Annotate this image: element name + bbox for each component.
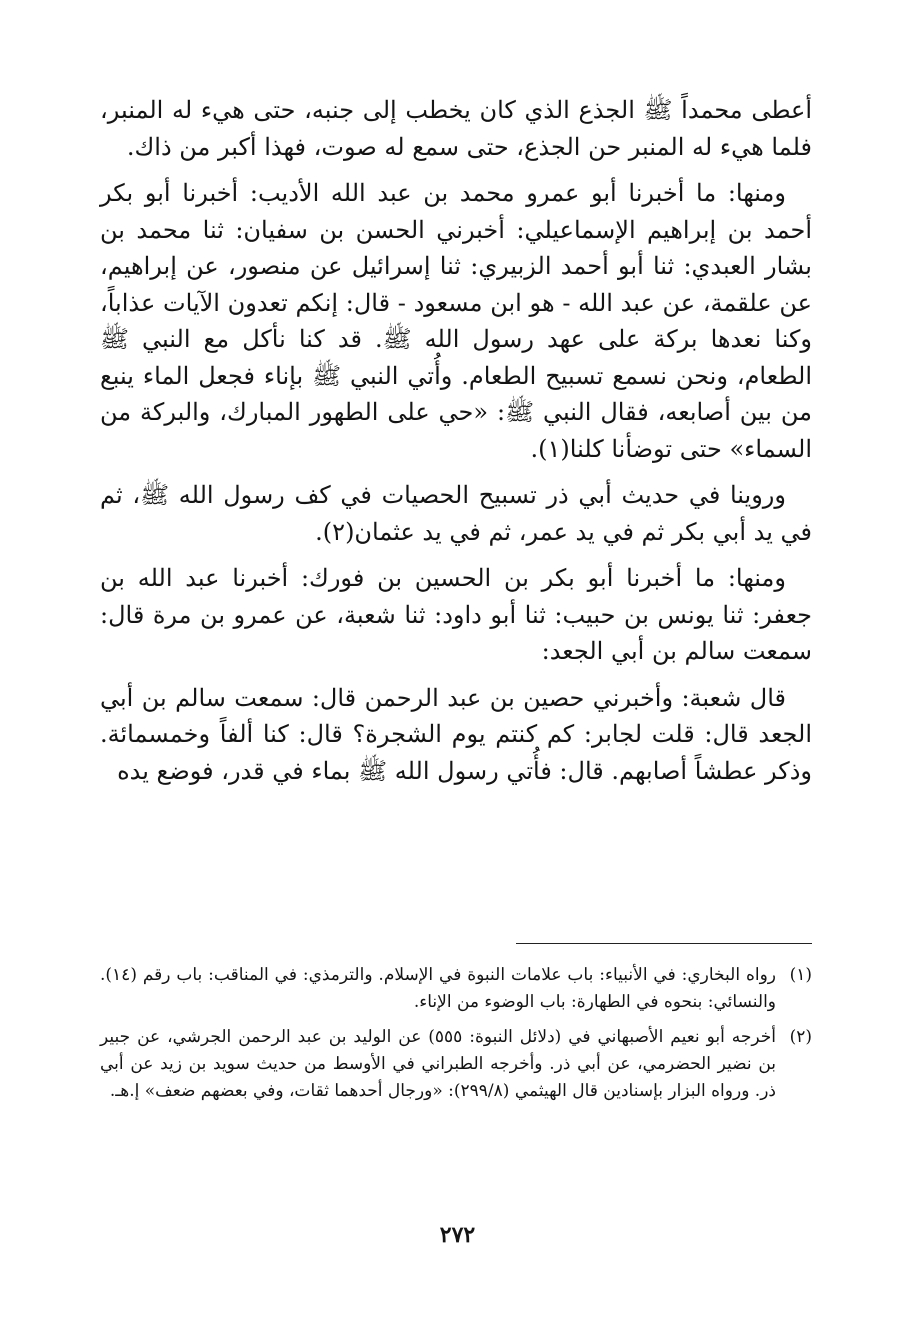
page-number: ٢٧٢ (439, 1222, 476, 1248)
paragraph-2: ومنها: ما أخبرنا أبو عمرو محمد بن عبد الله الأديب: أخبرنا أبو بكر أحمد بن إبراهيم الإسماعيلي: أخبرني الحسن بن سفيان: ثنا محمد بن بشار العبدي: ثنا أبو أحمد الزبيري: ثنا إسرائيل عن منصور، عن إبراهيم، عن علقمة، عن عبد الله - هو ابن مسعود - قال: إنكم تعدون الآيات عذاباً، وكنا نعدها بركة على عهد رسول الله ﷺ. قد كنا نأكل مع النبي ﷺ الطعام، ونحن نسمع تسبيح الطعام. وأُتي النبي ﷺ بإناء فجعل الماء ينبع من بين أصابعه، فقال النبي ﷺ: «حي على الطهور المبارك، والبركة من السماء» حتى توضأنا كلنا(١). (100, 179, 812, 463)
footnote-text: رواه البخاري: في الأنبياء: باب علامات النبوة في الإسلام. والترمذي: في المناقب: باب رقم (١٤). والنسائي: بنحوه في الطهارة: باب الوضوء من الإناء. (100, 965, 776, 1012)
paragraph-5: قال شعبة: وأخبرني حصين بن عبد الرحمن قال: سمعت سالم بن أبي الجعد قال: قلت لجابر: كم كنتم يوم الشجرة؟ قال: كنا ألفاً وخمسمائة. وذكر عطشاً أصابهم. قال: فأُتي رسول الله ﷺ بماء في قدر، فوضع يده (100, 683, 813, 785)
footnote-1 (100, 962, 812, 1016)
footnote-divider (516, 943, 812, 944)
paragraph-4: ومنها: ما أخبرنا أبو بكر بن الحسين بن فورك: أخبرنا عبد الله بن جعفر: ثنا يونس بن حبيب: ثنا أبو داود: ثنا شعبة، عن عمرو بن مرة قال: سمعت سالم بن أبي الجعد: (100, 564, 812, 665)
footnote-text: أخرجه أبو نعيم الأصبهاني في (دلائل النبوة: ٥٥٥) عن الوليد بن عبد الرحمن الجرشي، عن جبير بن نضير الحضرمي، عن أبي ذر. وأخرجه الطبراني في الأوسط من حديث سويد بن زيد عن أبي ذر. ورواه البزار بإسنادين قال الهيثمي (٢٩٩/٨): «ورجال أحدهما ثقات، وفي بعضهم ضعف» إ.هـ. (100, 1027, 776, 1101)
footnote-number: (١) (789, 965, 812, 985)
footnotes (100, 962, 812, 1113)
footnote-number: (٢) (789, 1027, 812, 1047)
paragraph-3: وروينا في حديث أبي ذر تسبيح الحصيات في كف رسول الله ﷺ، ثم في يد أبي بكر ثم في يد عمر، ثم في يد عثمان(٢). (100, 481, 812, 546)
main-text (100, 92, 812, 799)
paragraph-1: أعطى محمداً ﷺ الجذع الذي كان يخطب إلى جنبه، حتى هيء له المنبر، فلما هيء له المنبر حن الجذع، حتى سمع له صوت، فهذا أكبر من ذاك. (100, 96, 812, 161)
footnote-2 (100, 1024, 812, 1105)
